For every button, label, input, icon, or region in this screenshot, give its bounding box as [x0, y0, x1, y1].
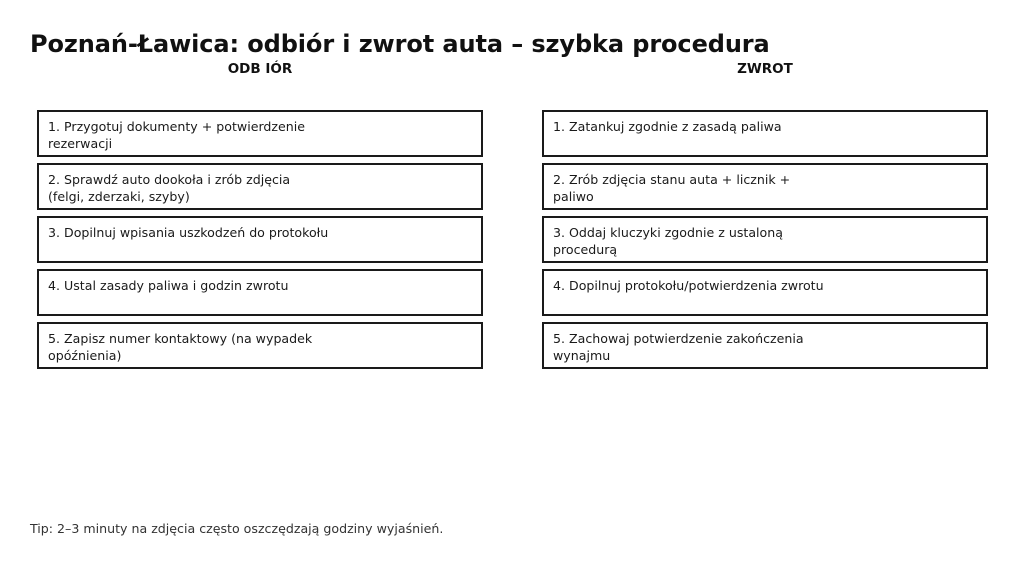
column-header-odbior: ODB IÓR: [227, 61, 293, 77]
tip-text: Tip: 2–3 minuty na zdjęcia często oszczędzają godziny wyjaśnień.: [30, 521, 444, 536]
step-line-1: 1. Zatankuj zgodnie z zasadą paliwa: [553, 119, 782, 134]
step-line-1: 3. Dopilnuj wpisania uszkodzeń do protokołu: [48, 225, 329, 240]
step-line-1: 4. Ustal zasady paliwa i godzin zwrotu: [48, 278, 289, 293]
column-header-zwrot: ZWROT: [737, 61, 793, 77]
step-box: [37, 269, 483, 316]
step-box: [542, 322, 988, 369]
step-box: [37, 322, 483, 369]
step-box: [542, 269, 988, 316]
step-line-1: 1. Przygotuj dokumenty + potwierdzenie: [48, 119, 306, 134]
step-box: [542, 216, 988, 263]
step-line-2: opóźnienia): [48, 348, 122, 363]
step-line-2: rezerwacji: [48, 136, 113, 151]
step-box: [37, 216, 483, 263]
step-line-1: 5. Zapisz numer kontaktowy (na wypadek: [48, 331, 313, 346]
step-line-1: 2. Zrób zdjęcia stanu auta + licznik +: [553, 172, 791, 187]
step-box: [542, 163, 988, 210]
step-line-1: 4. Dopilnuj protokołu/potwierdzenia zwrotu: [553, 278, 824, 293]
step-line-1: 3. Oddaj kluczyki zgodnie z ustaloną: [553, 225, 783, 240]
step-box: [542, 110, 988, 157]
step-line-2: paliwo: [553, 189, 594, 204]
step-line-2: procedurą: [553, 242, 618, 257]
step-line-1: 2. Sprawdź auto dookoła i zrób zdjęcia: [48, 172, 291, 187]
step-box: [37, 110, 483, 157]
column-zwrot: [542, 110, 988, 375]
step-line-2: (felgi, zderzaki, szyby): [48, 189, 190, 204]
step-line-1: 5. Zachowaj potwierdzenie zakończenia: [553, 331, 804, 346]
column-odbior: [37, 110, 483, 375]
page-title: Poznań-Ławica: odbiór i zwrot auta – szybka procedura: [30, 30, 770, 58]
step-box: [37, 163, 483, 210]
step-line-2: wynajmu: [553, 348, 611, 363]
